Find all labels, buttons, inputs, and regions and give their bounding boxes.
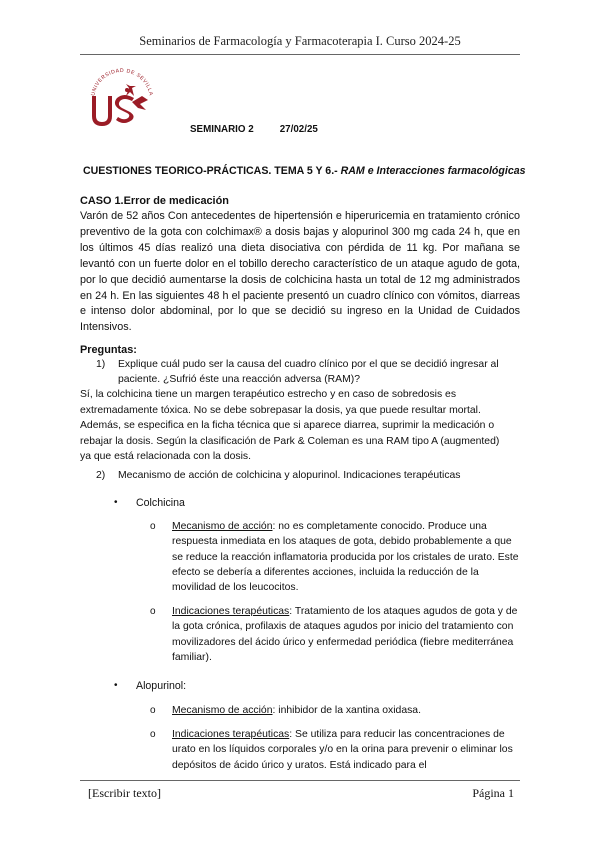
question-2-text: Mecanismo de acción de colchicina y alopurinol. Indicaciones terapéuticas	[118, 470, 461, 481]
question-2	[96, 470, 522, 481]
university-logo-icon	[86, 66, 158, 132]
sub-bullet-icon: o	[150, 606, 156, 617]
heading-topic: RAM e Interacciones farmacológicas	[340, 165, 526, 177]
answer-1: Sí, la colchicina tiene un margen terapéutico estrecho y en caso de sobredosis es extremadamente tóxica. No se debe sobrepasar la dosis, ya que puede resultar mortal. Además, se especifica en la ficha técnica que si aparece diarrea, suprimir la medicación o rebajar la dosis. Según la clasificación de Park & Coleman es una RAM tipo A (augmented) ya que está relacionada con la dosis.	[80, 389, 500, 463]
page-header: Seminarios de Farmacología y Farmacoterapia I. Curso 2024-25	[139, 34, 461, 48]
sub-bullet-icon: o	[150, 729, 156, 740]
bullet-icon: •	[114, 680, 118, 691]
section-heading	[83, 165, 526, 177]
colchicina-indicaciones-text: : Tratamiento de los ataques agudos de gota y de la gota crónica, profilaxis de ataques agudos por inicio del tratamiento con movilizadores del ácido úrico y enfermedad periódica (fiebre mediterránea familiar).	[172, 606, 518, 663]
bullet-colchicina-label: Colchicina	[136, 497, 185, 509]
colchicina-mecanismo-text: : no es completamente conocido. Produce una respuesta inmediata en los ataques de gota, debido probablemente a que se reduce la reacción inflamatoria producida por los cristales de urato. Este efecto se debería a diferentes acciones, incluida la reducción de la movilidad de los leucocitos.	[172, 521, 519, 594]
case-body: Varón de 52 años Con antecedentes de hipertensión e hiperuricemia en tratamiento crónico preventivo de la gota con colchimax® a dosis bajas y alopurinol 300 mg cada 24 h, que en los últimos 45 días realizó una dieta disociativa con pérdida de 11 kg. Por mañana se levantó con un fuerte dolor en el tobillo derecho característico de un ataque agudo de gota, por lo que decidió aumentarse la dosis de colchicina hasta un total de 12 mg administrados en 24 h. En las siguientes 48 h el paciente presentó un cuadro clínico con vómitos, diarreas e intenso dolor abdominal, por lo que se decidió su ingreso en la Unidad de Cuidados Intensivos.	[80, 210, 520, 334]
header-rule	[80, 54, 520, 55]
heading-prefix: CUESTIONES TEORICO-PRÁCTICAS. TEMA 5 Y 6.-	[83, 165, 341, 177]
seminar-line	[190, 124, 344, 135]
page-number: Página 1	[472, 786, 514, 800]
seminar-label: SEMINARIO 2	[190, 124, 254, 135]
footer-rule	[80, 780, 520, 781]
question-1	[96, 357, 522, 387]
colchicina-mecanismo-label: Mecanismo de acción	[172, 521, 273, 532]
svg-text:UNIVERSIDAD DE SEVILLA: UNIVERSIDAD DE SEVILLA	[90, 67, 154, 97]
alopurinol-indicaciones-label: Indicaciones terapéuticas	[172, 729, 290, 740]
alopurinol-indicaciones-text: : Se utiliza para reducir las concentraciones de urato en los líquidos corporales y/o en la orina para prevenir o eliminar los depósitos de ácido úrico y uratos. Está indicado para el	[172, 729, 513, 771]
alopurinol-indicaciones	[150, 727, 520, 773]
case-title: CASO 1.Error de medicación	[80, 195, 229, 207]
alopurinol-mecanismo-label: Mecanismo de acción	[172, 705, 273, 716]
sub-bullet-icon: o	[150, 705, 156, 716]
questions-title: Preguntas:	[80, 344, 137, 356]
colchicina-indicaciones	[150, 604, 520, 665]
seminar-date: 27/02/25	[279, 124, 318, 135]
colchicina-mecanismo	[150, 519, 520, 595]
question-1-number: 1)	[96, 359, 106, 370]
alopurinol-mecanismo	[150, 703, 520, 718]
question-2-number: 2)	[96, 470, 106, 481]
footer-placeholder: [Escribir texto]	[88, 786, 161, 800]
colchicina-indicaciones-label: Indicaciones terapéuticas	[172, 606, 290, 617]
university-logo	[86, 66, 158, 132]
bullet-icon: •	[114, 497, 118, 508]
sub-bullet-icon: o	[150, 521, 156, 532]
alopurinol-mecanismo-text: : inhibidor de la xantina oxidasa.	[272, 705, 421, 716]
bullet-alopurinol-label: Alopurinol:	[136, 680, 187, 692]
bullet-alopurinol	[114, 680, 186, 692]
bullet-colchicina	[114, 497, 185, 509]
question-1-text: Explique cuál pudo ser la causa del cuadro clínico por el que se decidió ingresar al paciente. ¿Sufrió éste una reacción adversa (RAM)?	[118, 359, 499, 385]
